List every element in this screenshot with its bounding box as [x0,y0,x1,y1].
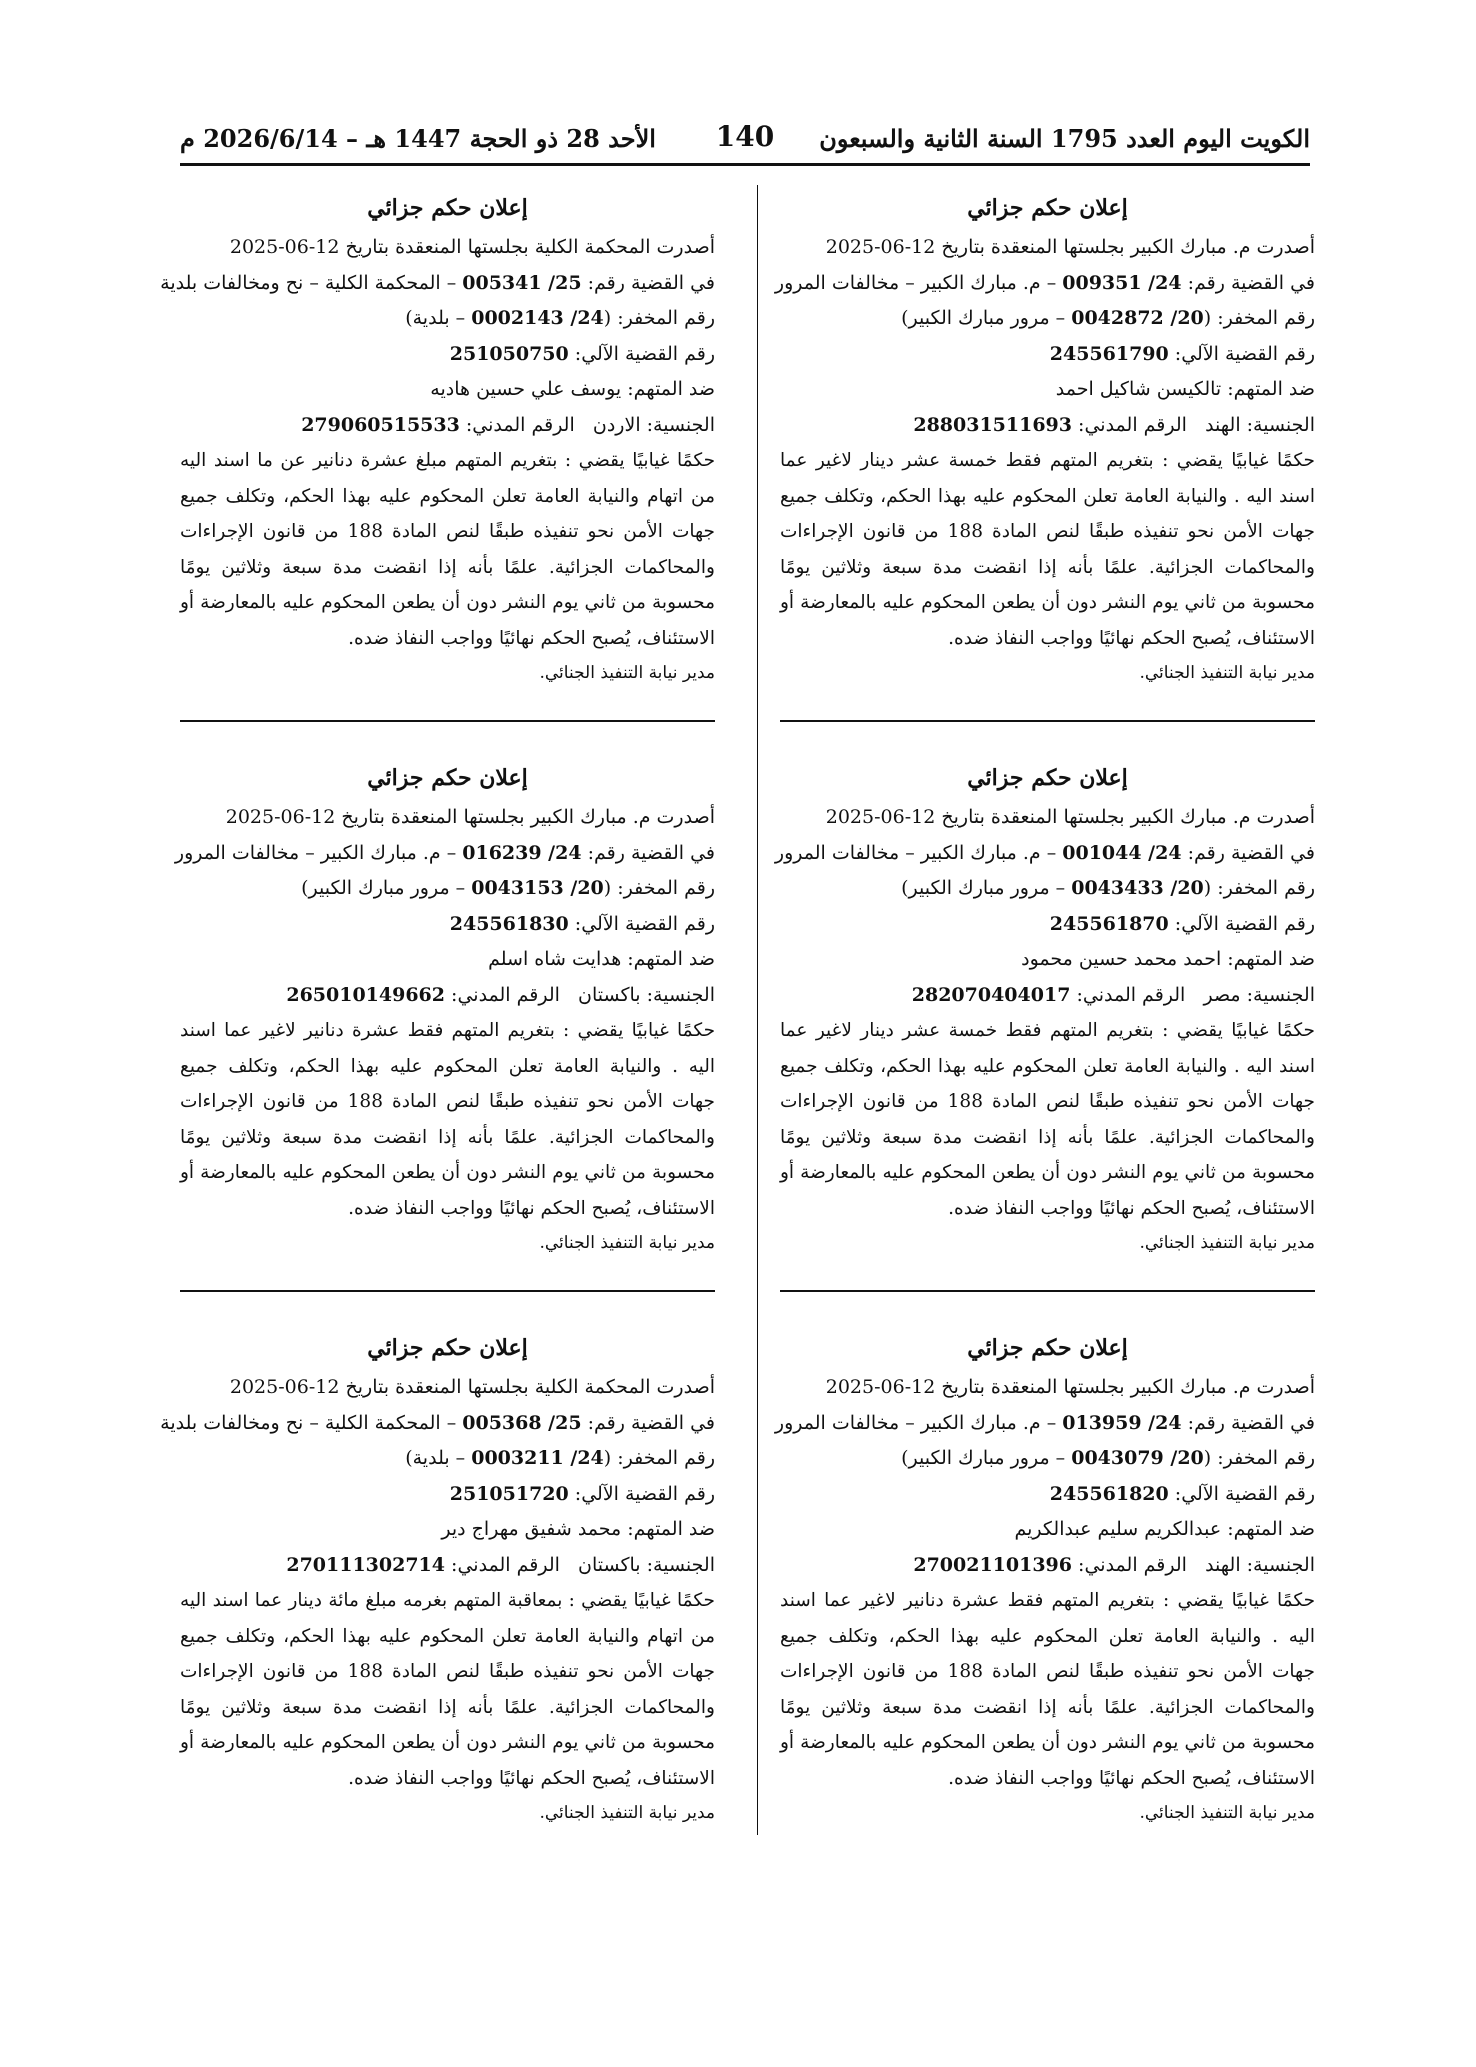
auto-number: 245561790 [1049,342,1169,365]
station-number: 0043153 /20 [471,877,604,899]
defendant-name: احمد محمد حسين محمود [1021,948,1222,970]
nationality-label: الجنسية: [1240,413,1315,436]
notice-separator [180,1290,715,1292]
nationality: باكستان [578,983,641,1006]
notice-separator [780,720,1315,722]
notice-auto-number [780,337,1315,373]
case-court: – المحكمة الكلية – نح ومخالفات بلدية [160,1411,463,1434]
defendant-label: ضد المتهم: [1221,948,1315,970]
notice-auto-number [180,1477,715,1513]
auto-label: رقم القضية الآلي: [568,342,715,365]
defendant-name: تالكيسن شاكيل احمد [1055,378,1222,400]
notice-judgment: حكمًا غيابيًا يقضي : بمعاقبة المتهم بغرمه مبلغ مائة دينار عما اسند اليه من اتهام والنيابة العامة تعلن المحكوم عليه بهذا الحكم، وتكلف جميع جهات الأمن نحو تنفيذه طبقًا لنص المادة 188 من قانون الإجراءات والمحاكمات الجزائية. علمًا بأنه إذا انقضت مدة سبعة وثلاثين يومًا محسوبة من ثاني يوم النشر دون أن يطعن المحكوم عليه بالمعارضة أو الاستئناف، يُصبح الحكم نهائيًا وواجب النفاذ ضده. [180,1590,715,1789]
notice-issued: أصدرت المحكمة الكلية بجلستها المنعقدة بتاريخ 12-06-2025 [229,236,715,258]
notice-title: إعلان حكم جزائي [367,765,528,791]
defendant-name: هدايت شاه اسلم [488,948,622,970]
notice-issued: أصدرت م. مبارك الكبير بجلستها المنعقدة بتاريخ 12-06-2025 [825,1376,1315,1398]
nationality-label: الجنسية: [640,413,715,436]
civil-label: الرقم المدني: [1072,1553,1187,1576]
civil-number: 282070404017 [911,983,1071,1006]
notice-case [774,1406,1315,1442]
nationality: الهند [1205,413,1241,436]
auto-number: 245561830 [449,912,569,935]
notice-issued: أصدرت م. مبارك الكبير بجلستها المنعقدة بتاريخ 12-06-2025 [825,236,1315,258]
defendant-name: يوسف علي حسين هاديه [430,378,622,400]
notice-title: إعلان حكم جزائي [367,1335,528,1361]
notice-auto-number [780,1477,1315,1513]
case-label: في القضية رقم: [1181,271,1315,294]
case-number: 013959 /24 [1062,1411,1182,1434]
case-number: 005368 /25 [462,1411,582,1434]
nationality: مصر [1203,983,1241,1006]
notice-issued: أصدرت المحكمة الكلية بجلستها المنعقدة بتاريخ 12-06-2025 [229,1376,715,1398]
civil-label: الرقم المدني: [459,413,575,436]
notice-auto-number [180,337,715,373]
station-name: – مرور مبارك الكبير) [901,1447,1072,1469]
notice-defendant [780,372,1315,408]
notice-title: إعلان حكم جزائي [967,195,1128,221]
notice-issued: أصدرت م. مبارك الكبير بجلستها المنعقدة بتاريخ 12-06-2025 [825,806,1315,828]
case-court: – م. مبارك الكبير – مخالفات المرور [774,271,1063,294]
civil-number: 270021101396 [913,1553,1073,1576]
station-number: 0002143 /24 [471,307,604,329]
notice-judgment: حكمًا غيابيًا يقضي : بتغريم المتهم مبلغ عشرة دنانير عن ما اسند اليه من اتهام والنيابة العامة تعلن المحكوم عليه بهذا الحكم، وتكلف جميع جهات الأمن نحو تنفيذه طبقًا لنص المادة 188 من قانون الإجراءات والمحاكمات الجزائية. علمًا بأنه إذا انقضت مدة سبعة وثلاثين يومًا محسوبة من ثاني يوم النشر دون أن يطعن المحكوم عليه بالمعارضة أو الاستئناف، يُصبح الحكم نهائيًا وواجب النفاذ ضده. [180,450,715,649]
notice-identity [180,978,715,1014]
station-number: 0042872 /20 [1071,307,1204,329]
auto-label: رقم القضية الآلي: [568,912,715,935]
notice-case [160,266,715,302]
notice-signature: مدير نيابة التنفيذ الجنائي. [539,1803,715,1823]
notice-separator [180,720,715,722]
notice-judgment: حكمًا غيابيًا يقضي : بتغريم المتهم فقط عشرة دنانير لاغير عما اسند اليه . والنيابة العامة تعلن المحكوم عليه بهذا الحكم، وتكلف جميع جهات الأمن نحو تنفيذه طبقًا لنص المادة 188 من قانون الإجراءات والمحاكمات الجزائية. علمًا بأنه إذا انقضت مدة سبعة وثلاثين يومًا محسوبة من ثاني يوم النشر دون أن يطعن المحكوم عليه بالمعارضة أو الاستئناف، يُصبح الحكم نهائيًا وواجب النفاذ ضده. [180,1020,715,1219]
notice [774,760,1315,1253]
notice-issued: أصدرت م. مبارك الكبير بجلستها المنعقدة بتاريخ 12-06-2025 [225,806,715,828]
station-number: 0003211 /24 [471,1447,604,1469]
station-label: رقم المخفر: ( [1203,1447,1315,1469]
page-header [180,120,1310,160]
notice-defendant [180,372,715,408]
column-right [774,190,1315,1823]
auto-number: 245561820 [1049,1482,1169,1505]
notice-separator [780,1290,1315,1292]
case-label: في القضية رقم: [581,271,715,294]
notice-defendant [780,942,1315,978]
auto-number: 251050750 [449,342,569,365]
column-left [160,190,715,1823]
notice-signature: مدير نيابة التنفيذ الجنائي. [539,663,715,683]
station-name: – مرور مبارك الكبير) [901,877,1072,899]
auto-label: رقم القضية الآلي: [1168,1482,1315,1505]
case-court: – م. مبارك الكبير – مخالفات المرور [174,841,463,864]
civil-label: الرقم المدني: [1070,983,1186,1006]
station-label: رقم المخفر: ( [603,877,715,899]
notice-title: إعلان حكم جزائي [967,1335,1128,1361]
defendant-label: ضد المتهم: [621,378,715,400]
notice-station [780,301,1315,337]
notice [774,190,1315,683]
station-label: رقم المخفر: ( [603,307,715,329]
notice-judgment: حكمًا غيابيًا يقضي : بتغريم المتهم فقط عشرة دنانير لاغير عما اسند اليه . والنيابة العامة تعلن المحكوم عليه بهذا الحكم، وتكلف جميع جهات الأمن نحو تنفيذه طبقًا لنص المادة 188 من قانون الإجراءات والمحاكمات الجزائية. علمًا بأنه إذا انقضت مدة سبعة وثلاثين يومًا محسوبة من ثاني يوم النشر دون أن يطعن المحكوم عليه بالمعارضة أو الاستئناف، يُصبح الحكم نهائيًا وواجب النفاذ ضده. [780,1590,1315,1789]
notice-station [780,1441,1315,1477]
nationality-label: الجنسية: [640,1553,715,1576]
case-label: في القضية رقم: [1181,1411,1315,1434]
header-rule [180,163,1310,166]
nationality-label: الجنسية: [1240,1553,1315,1576]
case-court: – م. مبارك الكبير – مخالفات المرور [774,841,1063,864]
notice-signature: مدير نيابة التنفيذ الجنائي. [1139,1803,1315,1823]
case-number: 016239 /24 [462,841,582,864]
column-divider [757,185,758,1835]
defendant-name: عبدالكريم سليم عبدالكريم [1014,1518,1222,1540]
auto-label: رقم القضية الآلي: [568,1482,715,1505]
station-name: – مرور مبارك الكبير) [901,307,1072,329]
case-label: في القضية رقم: [1181,841,1315,864]
notice-identity [180,408,715,444]
case-court: – المحكمة الكلية – نح ومخالفات بلدية [160,271,463,294]
case-court: – م. مبارك الكبير – مخالفات المرور [774,1411,1063,1434]
station-number: 0043079 /20 [1071,1447,1204,1469]
case-label: في القضية رقم: [581,841,715,864]
defendant-label: ضد المتهم: [621,948,715,970]
auto-number: 245561870 [1049,912,1169,935]
notice-case [160,1406,715,1442]
notice-case [774,266,1315,302]
notice-station [180,301,715,337]
defendant-label: ضد المتهم: [1221,1518,1315,1540]
civil-label: الرقم المدني: [1072,413,1187,436]
notice-judgment: حكمًا غيابيًا يقضي : بتغريم المتهم فقط خمسة عشر دينار لاغير عما اسند اليه . والنيابة العامة تعلن المحكوم عليه بهذا الحكم، وتكلف جميع جهات الأمن نحو تنفيذه طبقًا لنص المادة 188 من قانون الإجراءات والمحاكمات الجزائية. علمًا بأنه إذا انقضت مدة سبعة وثلاثين يومًا محسوبة من ثاني يوم النشر دون أن يطعن المحكوم عليه بالمعارضة أو الاستئناف، يُصبح الحكم نهائيًا وواجب النفاذ ضده. [780,450,1315,649]
civil-number: 270111302714 [286,1553,445,1576]
case-number: 001044 /24 [1062,841,1182,864]
nationality: الاردن [592,413,641,436]
civil-label: الرقم المدني: [445,983,560,1006]
station-number: 0043433 /20 [1071,877,1204,899]
station-name: – بلدية) [405,307,472,329]
notice [160,1330,715,1823]
defendant-name: محمد شفيق مهراج دير [441,1518,622,1540]
station-name: – بلدية) [405,1447,472,1469]
nationality: باكستان [578,1553,641,1576]
notice [160,190,715,683]
nationality-label: الجنسية: [640,983,715,1006]
header-publication: الكويت اليوم العدد 1795 السنة الثانية والسبعون [819,124,1310,153]
station-name: – مرور مبارك الكبير) [301,877,472,899]
notice-title: إعلان حكم جزائي [367,195,528,221]
notice-auto-number [180,907,715,943]
civil-number: 288031511693 [913,413,1073,436]
auto-label: رقم القضية الآلي: [1168,342,1315,365]
page-number: 140 [715,120,775,153]
notice-defendant [180,1512,715,1548]
nationality-label: الجنسية: [1240,983,1315,1006]
notice-station [180,871,715,907]
station-label: رقم المخفر: ( [603,1447,715,1469]
civil-number: 279060515533 [301,413,460,436]
notice-station [180,1441,715,1477]
auto-number: 251051720 [449,1482,569,1505]
notice-identity [780,978,1315,1014]
civil-number: 265010149662 [286,983,445,1006]
civil-label: الرقم المدني: [445,1553,560,1576]
header-date: الأحد 28 ذو الحجة 1447 هـ – 2026/6/14 م [180,124,656,153]
notice [174,760,715,1253]
station-label: رقم المخفر: ( [1203,307,1315,329]
defendant-label: ضد المتهم: [621,1518,715,1540]
notice-signature: مدير نيابة التنفيذ الجنائي. [1139,663,1315,683]
notice-defendant [780,1512,1315,1548]
notice-title: إعلان حكم جزائي [967,765,1128,791]
notice-identity [780,1548,1315,1584]
defendant-label: ضد المتهم: [1221,378,1315,400]
case-number: 009351 /24 [1062,271,1182,294]
notice-case [774,836,1315,872]
notice-case [174,836,715,872]
notice-signature: مدير نيابة التنفيذ الجنائي. [539,1233,715,1253]
notice-station [780,871,1315,907]
notice-signature: مدير نيابة التنفيذ الجنائي. [1139,1233,1315,1253]
notice [774,1330,1315,1823]
notice-identity [780,408,1315,444]
notice-judgment: حكمًا غيابيًا يقضي : بتغريم المتهم فقط خمسة عشر دينار لاغير عما اسند اليه . والنيابة العامة تعلن المحكوم عليه بهذا الحكم، وتكلف جميع جهات الأمن نحو تنفيذه طبقًا لنص المادة 188 من قانون الإجراءات والمحاكمات الجزائية. علمًا بأنه إذا انقضت مدة سبعة وثلاثين يومًا محسوبة من ثاني يوم النشر دون أن يطعن المحكوم عليه بالمعارضة أو الاستئناف، يُصبح الحكم نهائيًا وواجب النفاذ ضده. [780,1020,1315,1219]
case-number: 005341 /25 [462,271,582,294]
notice-identity [180,1548,715,1584]
nationality: الهند [1205,1553,1241,1576]
case-label: في القضية رقم: [581,1411,715,1434]
notice-defendant [180,942,715,978]
notice-auto-number [780,907,1315,943]
auto-label: رقم القضية الآلي: [1168,912,1315,935]
station-label: رقم المخفر: ( [1203,877,1315,899]
